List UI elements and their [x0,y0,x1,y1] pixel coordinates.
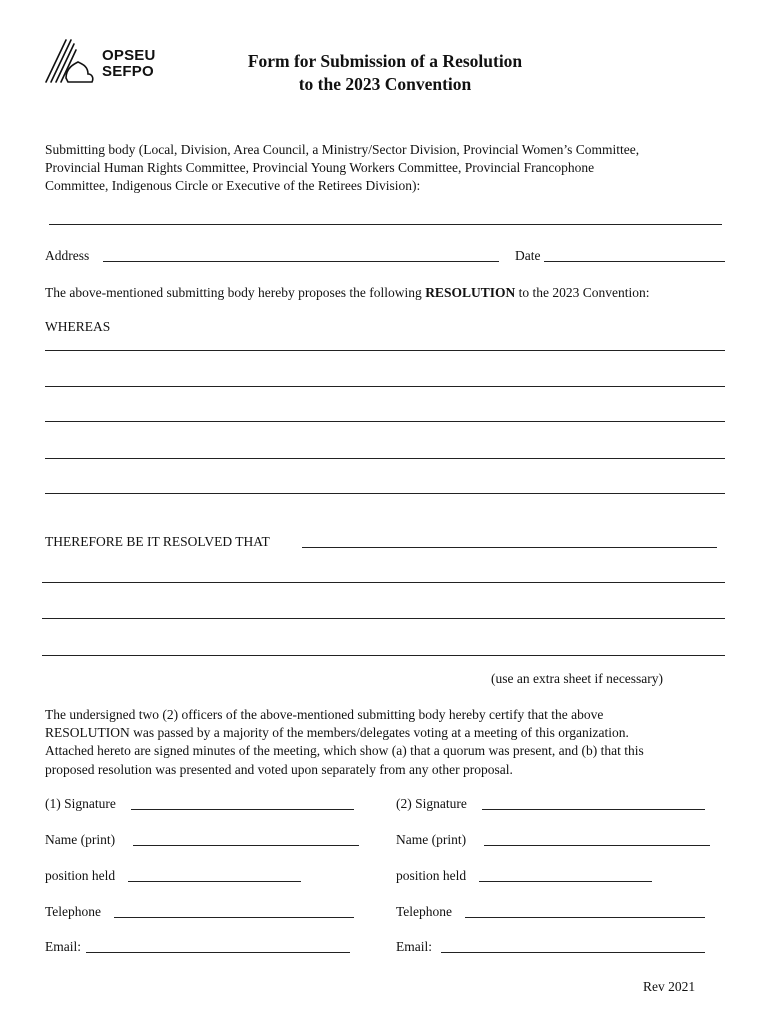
telephone-1-field[interactable] [114,917,354,918]
intro-line3: Committee, Indigenous Circle or Executive of the Retirees Division): [45,178,421,194]
whereas-label: WHEREAS [45,319,111,334]
opseu-logo [44,36,174,86]
telephone-1-label: Telephone [45,904,102,919]
resolved-label: THEREFORE BE IT RESOLVED THAT [45,534,270,549]
form-title-line2: to the 2023 Convention [298,74,472,94]
revision-label: Rev 2021 [643,979,696,994]
position-2-field[interactable] [479,881,652,882]
email-1-label: Email: [45,939,81,954]
whereas-line-2[interactable] [45,386,725,387]
date-label: Date [515,248,541,263]
extra-sheet-note: (use an extra sheet if necessary) [491,671,664,686]
certify-line2: RESOLUTION was passed by a majority of the members/delegates voting at a meeting of this organization. [45,725,629,741]
resolved-field[interactable] [302,547,717,548]
email-2-label: Email: [396,939,432,954]
signature-2-field[interactable] [482,809,705,810]
logo-text-sefpo: SEFPO [102,63,154,80]
certification-statement [45,706,735,779]
position-1-field[interactable] [128,881,301,882]
proposes-text-after: to the 2023 Convention: [515,285,650,300]
email-1-field[interactable] [86,952,350,953]
form-title-line1: Form for Submission of a Resolution [247,51,523,71]
resolution-emphasis: RESOLUTION [425,285,516,300]
resolved-line-2[interactable] [42,618,725,619]
name-1-field[interactable] [133,845,359,846]
intro-line1: Submitting body (Local, Division, Area Council, a Ministry/Sector Division, Provincial Women’s Committee, [45,142,640,157]
name-1-label: Name (print) [45,832,116,847]
position-1-label: position held [45,868,116,883]
opseu-logo-mark-icon [44,36,104,86]
proposes-text-before: The above-mentioned submitting body hereby proposes the following [45,285,426,300]
submitting-body-field[interactable] [49,224,722,225]
certify-line4: proposed resolution was presented and voted upon separately from any other proposal. [45,761,513,777]
proposes-statement [45,284,649,302]
certify-line1: The undersigned two (2) officers of the above-mentioned submitting body hereby certify that the above [45,707,604,722]
whereas-line-5[interactable] [45,493,725,494]
address-field[interactable] [103,261,499,262]
date-field[interactable] [544,261,725,262]
signature-2-label: (2) Signature [396,796,467,811]
whereas-line-3[interactable] [45,421,725,422]
address-label: Address [45,248,90,263]
name-2-label: Name (print) [396,832,467,847]
whereas-line-4[interactable] [45,458,725,459]
position-2-label: position held [396,868,467,883]
certify-line3: Attached hereto are signed minutes of the meeting, which show (a) that a quorum was present, and (b) that this [45,743,644,759]
submitting-body-instructions [45,141,735,196]
telephone-2-field[interactable] [465,917,705,918]
logo-text-opseu: OPSEU [102,47,156,64]
signature-1-field[interactable] [131,809,354,810]
form-title [195,50,575,96]
name-2-field[interactable] [484,845,710,846]
intro-line2: Provincial Human Rights Committee, Provincial Young Workers Committee, Provincial Francophone [45,160,595,176]
whereas-line-1[interactable] [45,350,725,351]
signature-1-label: (1) Signature [45,796,116,811]
telephone-2-label: Telephone [396,904,453,919]
resolved-line-3[interactable] [42,655,725,656]
email-2-field[interactable] [441,952,705,953]
resolved-line-1[interactable] [42,582,725,583]
